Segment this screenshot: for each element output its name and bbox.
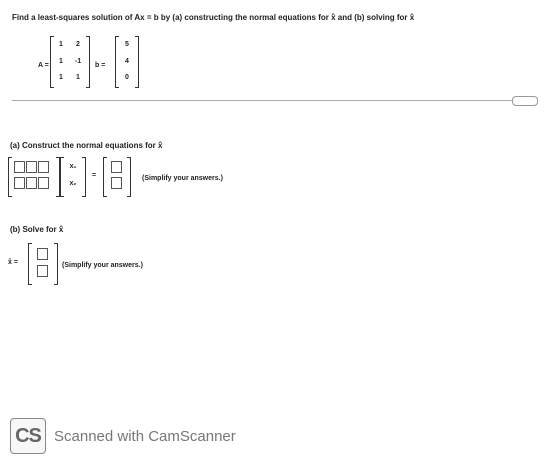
normal-matrix — [8, 157, 60, 197]
solution-input[interactable] — [37, 265, 48, 277]
camscanner-text: Scanned with CamScanner — [54, 427, 236, 445]
part-b-hint: (Simplify your answers.) — [62, 262, 143, 269]
part-a-label: (a) Construct the normal equations for x̂ — [10, 141, 163, 150]
normal-matrix-input[interactable] — [38, 161, 49, 173]
vector-b-cell: 0 — [125, 74, 129, 81]
xhat-label: x̂ = — [8, 259, 18, 266]
normal-matrix-input[interactable] — [38, 177, 49, 189]
normal-rhs — [103, 157, 131, 197]
matrix-a-cell: 2 — [76, 41, 80, 48]
normal-matrix-input[interactable] — [14, 177, 25, 189]
vector-b-cell: 4 — [125, 58, 129, 65]
matrix-a-cell: 1 — [76, 74, 80, 81]
matrix-a — [50, 36, 90, 88]
matrix-a-cell: 1 — [59, 41, 63, 48]
normal-rhs-input[interactable] — [111, 177, 122, 189]
problem-prompt: Find a least-squares solution of Ax = b by (a) constructing the normal equations for x̂ and (b) solving for x̂ — [12, 13, 415, 22]
matrix-a-cell: -1 — [74, 58, 82, 65]
unknown-vector — [60, 157, 86, 197]
matrix-a-label: A = — [38, 62, 49, 69]
more-options-button[interactable] — [512, 96, 538, 106]
normal-matrix-input[interactable] — [26, 177, 37, 189]
normal-rhs-input[interactable] — [111, 161, 122, 173]
vector-b-label: b = — [95, 62, 106, 69]
camscanner-watermark — [10, 418, 236, 454]
solution-input[interactable] — [37, 248, 48, 260]
x2-label: x₂ — [69, 180, 77, 187]
normal-matrix-input[interactable] — [14, 161, 25, 173]
x1-label: x₁ — [69, 163, 77, 170]
part-a-hint: (Simplify your answers.) — [142, 175, 223, 182]
equals-sign: = — [92, 172, 97, 179]
vector-b — [115, 36, 139, 88]
matrix-a-cell: 1 — [59, 74, 63, 81]
camscanner-logo: CS — [10, 418, 46, 454]
vector-b-cell: 5 — [125, 41, 129, 48]
section-divider — [12, 100, 524, 101]
solution-vector — [28, 243, 58, 285]
part-b-label: (b) Solve for x̂ — [10, 225, 64, 234]
normal-matrix-input[interactable] — [26, 161, 37, 173]
matrix-a-cell: 1 — [59, 58, 63, 65]
